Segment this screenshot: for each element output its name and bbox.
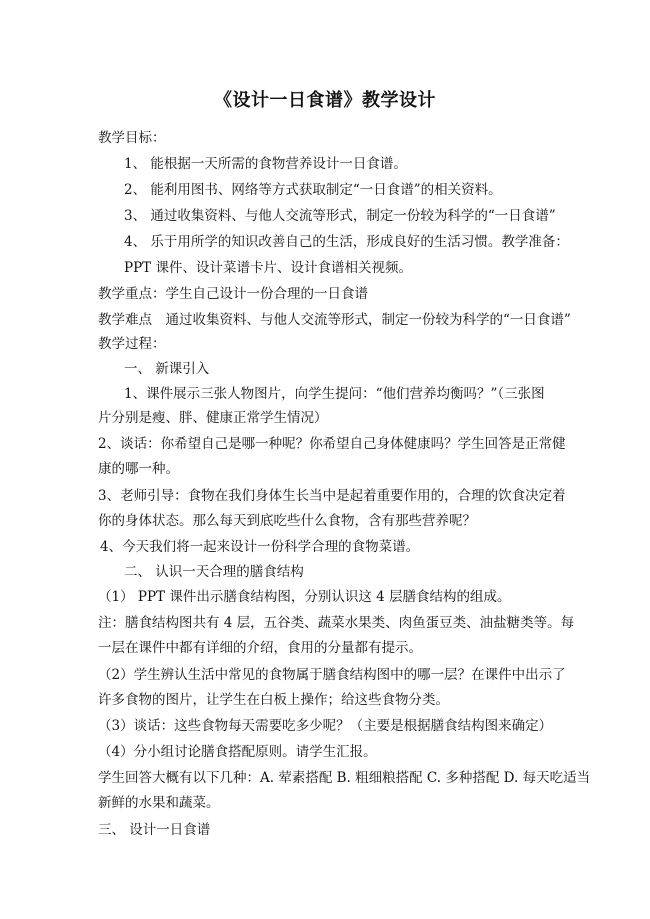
paragraph-line: 4、今天我们将一起来设计一份科学合理的食物菜谱。	[100, 539, 420, 555]
paragraph-line: 学生回答大概有以下几种：A. 荤素搭配 B. 粗细粮搭配 C. 多种搭配 D. 每天吃适当	[98, 770, 591, 786]
paragraph-line: 注：膳食结构图共有 4 层，五谷类、蔬菜水果类、肉鱼蛋豆类、油盐糖类等。每	[98, 615, 575, 631]
paragraph-line: 康的哪一种。	[98, 461, 179, 477]
paragraph-line: 一层在课件中都有详细的介绍，食用的分量都有提示。	[98, 640, 422, 656]
process-heading: 教学过程：	[98, 336, 166, 352]
paragraph-line: 你的身体状态。那么每天到底吃些什么食物，含有那些营养呢？	[98, 513, 476, 529]
paragraph-line: （4）分小组讨论膳食搭配原则。请学生汇报。	[98, 744, 377, 760]
paragraph-line: 许多食物的图片，让学生在白板上操作；给这些食物分类。	[98, 692, 449, 708]
paragraph-line: 2、谈话：你希望自己是哪一种呢？你希望自己身体健康吗？学生回答是正常健	[98, 436, 566, 452]
section-heading: 二、 认识一天合理的膳食结构	[124, 564, 304, 580]
paragraph-line: 1、课件展示三张人物图片，向学生提问：“他们营养均衡吗？”（三张图	[124, 386, 545, 402]
difficulty: 教学难点 通过收集资料、与他人交流等形式，制定一份较为科学的“一日食谱”	[98, 312, 571, 328]
objective-item: 1、 能根据一天所需的食物营养设计一日食谱。	[124, 156, 407, 172]
paragraph-line: 片分别是瘦、胖、健康正常学生情况）	[98, 410, 328, 426]
paragraph-line: （1） PPT 课件出示膳食结构图，分别认识这 4 层膳食结构的组成。	[98, 589, 511, 605]
teaching-prep: PPT 课件、设计菜谱卡片、设计食谱相关视频。	[124, 260, 412, 276]
key-point: 教学重点：学生自己设计一份合理的一日食谱	[98, 286, 368, 302]
objective-item: 3、 通过收集资料、与他人交流等形式，制定一份较为科学的“一日食谱”	[124, 208, 556, 224]
objectives-heading: 教学目标：	[98, 130, 166, 146]
paragraph-line: （3）谈话：这些食物每天需要吃多少呢？（主要是根据膳食结构图来确定）	[98, 718, 553, 734]
paragraph-line: 3、老师引导：食物在我们身体生长当中是起着重要作用的，合理的饮食决定着	[98, 488, 566, 504]
objective-item: 2、 能利用图书、网络等方式获取制定“一日食谱”的相关资料。	[124, 182, 502, 198]
section-heading: 一、 新课引入	[124, 361, 210, 377]
objective-item: 4、 乐于用所学的知识改善自己的生活，形成良好的生活习惯。教学准备：	[124, 234, 569, 250]
paragraph-line: 新鲜的水果和蔬菜。	[98, 795, 220, 811]
paragraph-line: （2）学生辨认生活中常见的食物属于膳食结构图中的哪一层？在课件中出示了	[98, 667, 566, 683]
page-title: 《设计一日食谱》教学设计	[214, 90, 436, 111]
section-heading: 三、 设计一日食谱	[98, 822, 211, 838]
